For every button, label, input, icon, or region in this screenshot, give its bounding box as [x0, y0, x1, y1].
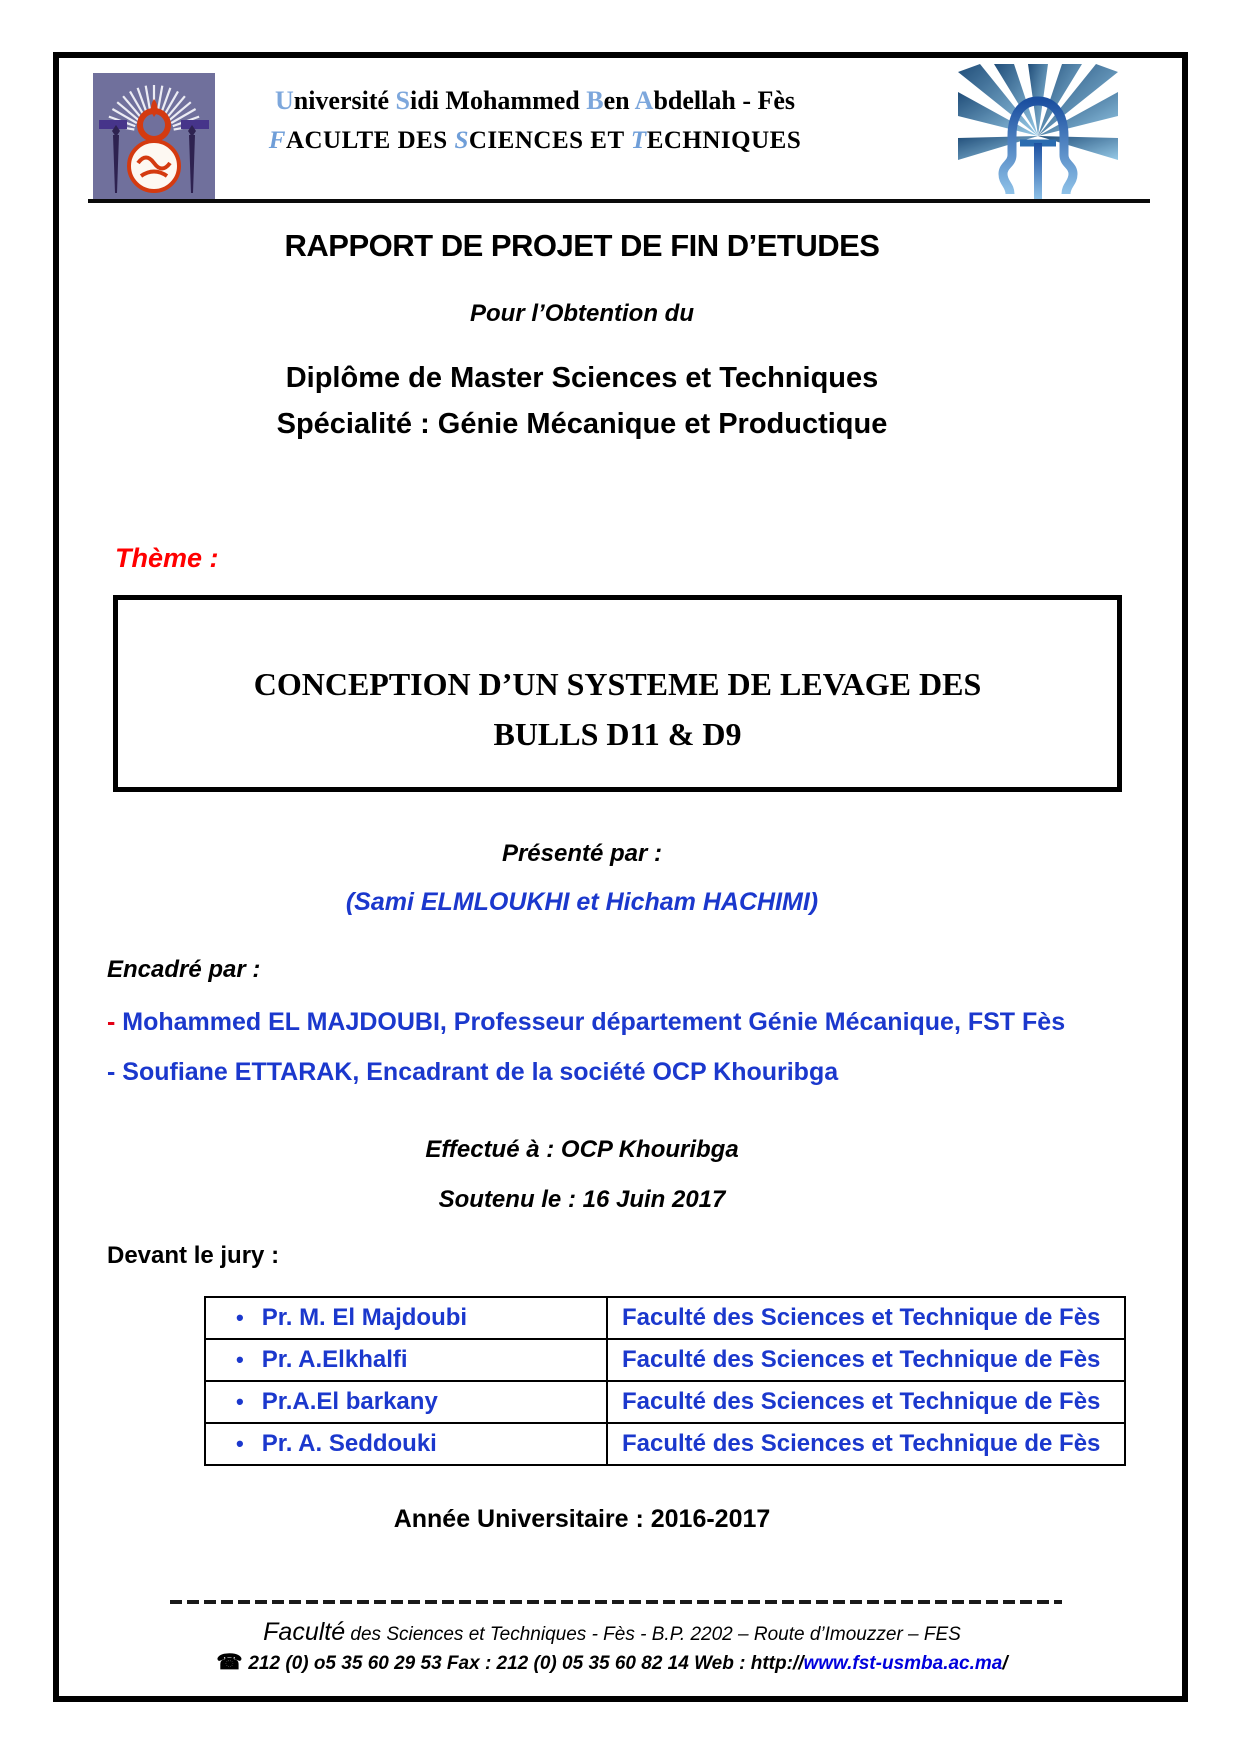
bullet-icon: •	[236, 1305, 244, 1330]
presented-by-label: Présenté par :	[501, 840, 663, 867]
header-divider	[88, 199, 1150, 203]
jury-table-row	[206, 1422, 1124, 1464]
jury-member-affiliation: Faculté des Sciences et Technique de Fès	[622, 1388, 1101, 1415]
university-name: Université Sidi Mohammed Ben Abdellah - Fès	[274, 86, 796, 115]
jury-name-text: Pr. A. Seddouki	[261, 1430, 437, 1457]
theme-label: Thème :	[115, 543, 219, 573]
obtention-subtitle: Pour l’Obtention du	[470, 300, 694, 327]
jury-member-name	[206, 1340, 608, 1380]
jury-name-text: Pr.A.El barkany	[261, 1388, 438, 1415]
faculty-name: FACULTE DES SCIENCES ET TECHNIQUES	[268, 127, 802, 154]
jury-member-name	[206, 1298, 608, 1338]
jury-member-affiliation: Faculté des Sciences et Technique de Fès	[622, 1304, 1101, 1331]
header-text-block	[235, 86, 835, 155]
supervisor-line-1: - Mohammed EL MAJDOUBI, Professeur département Génie Mécanique, FST Fès	[107, 1008, 1066, 1036]
supervised-by-label: Encadré par :	[107, 956, 261, 983]
jury-label: Devant le jury :	[107, 1242, 280, 1269]
jury-member-affiliation: Faculté des Sciences et Technique de Fès	[622, 1346, 1101, 1373]
bullet-icon: •	[236, 1389, 244, 1414]
supervisor-line-2: - Soufiane ETTARAK, Encadrant de la société OCP Khouribga	[107, 1058, 839, 1086]
specialty-title: Spécialité : Génie Mécanique et Productique	[276, 408, 888, 440]
bullet-icon: •	[236, 1431, 244, 1456]
jury-member-name	[206, 1424, 608, 1464]
jury-name-text: Pr. A.Elkhalfi	[261, 1346, 408, 1373]
jury-table	[204, 1296, 1126, 1466]
footer-contact: ☎ 212 (0) o5 35 60 29 53 Fax : 212 (0) 05 35 60 82 14 Web : http://www.fst-usmba.ac.ma/	[216, 1651, 1008, 1674]
academic-year: Année Universitaire : 2016-2017	[393, 1505, 771, 1533]
footer-address: Faculté des Sciences et Techniques - Fès - B.P. 2202 – Route d’Imouzzer – FES	[263, 1618, 961, 1646]
internship-location: Effectué à : OCP Khouribga	[425, 1136, 739, 1163]
footer-dashed-divider	[170, 1600, 1062, 1604]
report-title: RAPPORT DE PROJET DE FIN D’ETUDES	[284, 228, 880, 263]
jury-member-affiliation: Faculté des Sciences et Technique de Fès	[622, 1430, 1101, 1457]
authors-names: (Sami ELMLOUKHI et Hicham HACHIMI)	[345, 888, 819, 916]
jury-name-text: Pr. M. El Majdoubi	[261, 1304, 468, 1331]
jury-table-row	[206, 1380, 1124, 1422]
defense-date: Soutenu le : 16 Juin 2017	[438, 1186, 726, 1213]
diploma-title: Diplôme de Master Sciences et Techniques	[285, 362, 879, 394]
jury-table-row	[206, 1298, 1124, 1338]
jury-table-row	[206, 1338, 1124, 1380]
jury-member-name	[206, 1382, 608, 1422]
usmba-logo	[93, 73, 215, 203]
fst-logo	[958, 64, 1118, 204]
theme-title-line2: BULLS D11 & D9	[493, 715, 742, 752]
theme-title-line1: CONCEPTION D’UN SYSTEME DE LEVAGE DES	[253, 665, 982, 702]
theme-title-box	[113, 595, 1122, 792]
usmba-emblem-icon	[93, 73, 215, 203]
bullet-icon: •	[236, 1347, 244, 1372]
fst-logo-icon	[958, 64, 1118, 204]
